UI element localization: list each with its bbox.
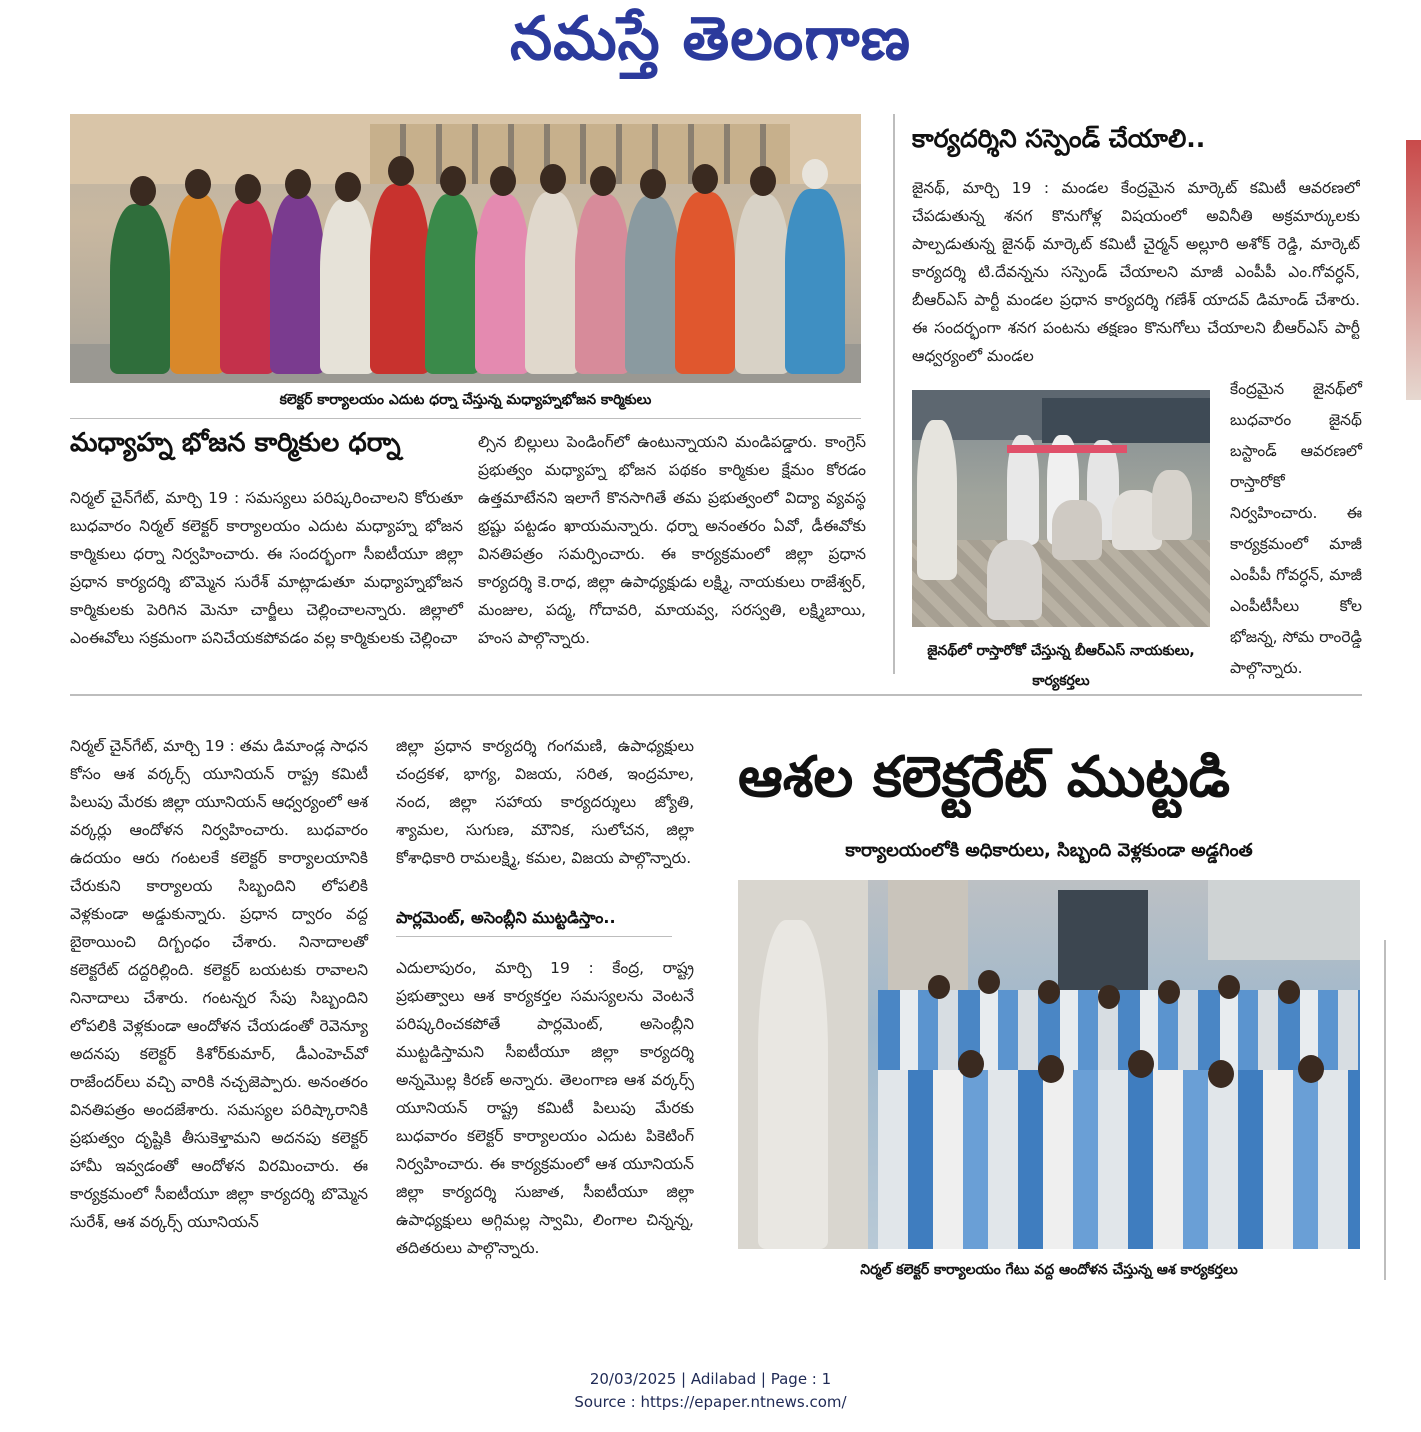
story3-photo xyxy=(738,880,1360,1249)
right-edge-fragment xyxy=(1406,140,1421,400)
story3-photo-caption: నిర్మల్ కలెక్టర్ కార్యాలయం గేటు వద్ద ఆందోళన చేస్తున్న ఆశ కార్యకర్తలు xyxy=(860,1262,1238,1278)
right-column-divider xyxy=(1384,940,1386,1280)
section-divider xyxy=(70,694,1362,696)
footer-source-line[interactable]: Source : https://epaper.ntnews.com/ xyxy=(574,1393,847,1411)
story3-subheadline-2: పార్లమెంట్, అసెంబ్లీని ముట్టడిస్తాం.. xyxy=(396,908,616,927)
story3-headline: ఆశల కలెక్టరేట్ ముట్టడి xyxy=(738,745,1231,810)
masthead-title: నమస్తే తెలంగాణ xyxy=(509,4,912,74)
story2-body-side: కేంద్రమైన జైనథ్‌లో బుధవారం జైనథ్ బస్టాండ్ ఆవరణలో రాస్తారోకో నిర్వహించారు. ఈ కార్యక్రమంలో మాజీ ఎంపీపీ గోవర్ధన్, మాజీ ఎంపీటీసీలు కోల భోజన్న, సోమ రాంరెడ్డి పాల్గొన్నారు. xyxy=(1230,380,1362,677)
story1-photo xyxy=(70,114,861,383)
story2-body-top: జైనథ్, మార్చి 19 : మండల కేంద్రమైన మార్కెట్ కమిటీ ఆవరణలో చేపడుతున్న శనగ కొనుగోళ్ల విషయంలో అవినీతి అక్రమార్కులకు పాల్పడుతున్న జైనథ్ మార్కెట్ కమిటీ చైర్మన్ అల్లూరి అశోక్ రెడ్డి, మార్కెట్ కార్యదర్శి టి.దేవన్నను సస్పెండ్ చేయాలని మాజీ ఎంపీపీ ఎం.గోవర్ధన్, బీఆర్‌ఎస్ పార్టీ మండల ప్రధాన కార్యదర్శి గణేశ్ యాదవ్ డిమాండ్ చేశారు. ఈ సందర్భంగా శనగ పంటను తక్షణం కొనుగోలు చేయాలని బీఆర్‌ఎస్ పార్టీ ఆధ్వర్యంలో మండల xyxy=(912,179,1360,365)
story2-photo-caption: జైనథ్‌లో రాస్తారోకో చేస్తున్న బీఆర్‌ఎస్ నాయకులు, కార్యకర్తలు xyxy=(927,643,1195,689)
story3-column2b: ఎదులాపురం, మార్చి 19 : కేంద్ర, రాష్ట్ర ప్రభుత్వాలు ఆశ కార్యకర్తల సమస్యలను వెంటనే పరిష్కరించకపోతే పార్లమెంట్, అసెంబ్లీని ముట్టడిస్తామని సీఐటీయూ జిల్లా కార్యదర్శి అన్నమొల్ల కిరణ్ అన్నారు. తెలంగాణ ఆశ వర్కర్స్ యూనియన్ రాష్ట్ర కమిటీ పిలుపు మేరకు బుధవారం కలెక్టర్ కార్యాలయం ఎదుట పికెటింగ్ నిర్వహించారు. ఈ కార్యక్రమంలో ఆశ యూనియన్ జిల్లా కార్యదర్శి సుజాత, సీఐటీయూ జిల్లా ఉపాధ్యక్షులు అగ్గిమల్ల స్వామి, లింగాల చిన్నన్న, తదితరులు పాల్గొన్నారు. xyxy=(396,959,694,1257)
story1-column1: నిర్మల్ చైన్‌గేట్, మార్చి 19 : సమస్యలు పరిష్కరించాలని కోరుతూ బుధవారం నిర్మల్ కలెక్టర్ కార్యాలయం ఎదుట మధ్యాహ్న భోజన కార్మికులు ధర్నా నిర్వహించారు. ఈ సందర్భంగా సీఐటీయూ జిల్లా ప్రధాన కార్యదర్శి బొమ్మెన సురేశ్ మాట్లాడుతూ మధ్యాహ్నభోజన కార్మికులకు పెరిగిన మెనూ చార్జీలు చెల్లించాలన్నారు. జిల్లాలో ఎంఈవోలు సక్రమంగా పనిచేయకపోవడం వల్ల కార్మికులకు చెల్లించా xyxy=(70,489,463,647)
column-divider xyxy=(893,114,895,674)
story1-headline: మధ్యాహ్న భోజన కార్మికుల ధర్నా xyxy=(70,428,401,458)
subhead2-rule xyxy=(396,936,672,937)
story1-caption-rule xyxy=(70,418,861,419)
story1-photo-caption: కలెక్టర్ కార్యాలయం ఎదుట ధర్నా చేస్తున్న మధ్యాహ్నభోజన కార్మికులు xyxy=(279,392,652,408)
story2-photo xyxy=(912,390,1210,627)
story3-column1: నిర్మల్ చైన్‌గేట్, మార్చి 19 : తమ డిమాండ్ల సాధన కోసం ఆశ వర్కర్స్ యూనియన్ రాష్ట్ర కమిటీ పిలుపు మేరకు జిల్లా యూనియన్ ఆధ్వర్యంలో ఆశ వర్కర్లు ఆందోళన నిర్వహించారు. బుధవారం ఉదయం ఆరు గంటలకే కలెక్టర్ కార్యాలయానికి చేరుకుని కార్యాలయ సిబ్బందిని లోపలికి వెళ్లకుండా అడ్డుకున్నారు. ప్రధాన ద్వారం వద్ద బైఠాయించి దిగ్బంధం చేశారు. నినాదాలతో కలెక్టరేట్ దద్దరిల్లింది. కలెక్టర్ బయటకు రావాలని నినాదాలు చేశారు. గంటన్నర సేపు సిబ్బందిని లోపలికి వెళ్లకుండా ఆందోళన చేయడంతో రెవెన్యూ అదనపు కలెక్టర్ కిశోర్‌కుమార్, డీఎంహెచ్‌వో రాజేందర్‌లు వచ్చి వారికి నచ్చజెప్పారు. అనంతరం వినతిపత్రం అందజేశారు. సమస్యల పరిష్కారానికి ప్రభుత్వం దృష్టికి తీసుకెళ్తామని అదనపు కలెక్టర్ హామీ ఇవ్వడంతో ఆందోళన విరమించారు. ఈ కార్యక్రమంలో సీఐటీయూ జిల్లా కార్యదర్శి బొమ్మెన సురేశ్, ఆశ వర్కర్స్ యూనియన్ xyxy=(70,737,368,1231)
story1-column2: ల్సిన బిల్లులు పెండింగ్‌లో ఉంటున్నాయని మండిపడ్డారు. కాంగ్రెస్ ప్రభుత్వం మధ్యాహ్న భోజన పథకం కార్మికుల క్షేమం కోరడం ఉత్తమాటేనని ఇలాగే కొనసాగితే తమ ప్రభుత్వంలో విద్యా వ్యవస్థ భ్రష్టు పట్టడం ఖాయమన్నారు. ధర్నా అనంతరం ఏవో, డీఈవోకు వినతిపత్రం సమర్పించారు. ఈ కార్యక్రమంలో జిల్లా ప్రధాన కార్యదర్శి కె.రాధ, జిల్లా ఉపాధ్యక్షుడు లక్ష్మి, నాయకులు రాజేశ్వర్, మంజుల, పద్మ, గోదావరి, మాయవ్వ, సరస్వతి, లక్ష్మిబాయి, హంస పాల్గొన్నారు. xyxy=(478,433,866,647)
story3-column2: జిల్లా ప్రధాన కార్యదర్శి గంగమణి, ఉపాధ్యక్షులు చంద్రకళ, భాగ్య, విజయ, సరిత, ఇంద్రమాల, నంద, జిల్లా సహాయ కార్యదర్శులు జ్యోతి, శ్యామల, సుగుణ, మౌనిక, సులోచన, జిల్లా కోశాధికారి రామలక్ష్మి, కమల, విజయ పాల్గొన్నారు. xyxy=(396,737,694,867)
story3-subheadline: కార్యాలయంలోకి అధికారులు, సిబ్బంది వెళ్లకుండా అడ్డగింత xyxy=(845,840,1253,861)
story2-headline: కార్యదర్శిని సస్పెండ్ చేయాలి.. xyxy=(912,124,1206,153)
footer-date-line: 20/03/2025 | Adilabad | Page : 1 xyxy=(589,1370,832,1388)
